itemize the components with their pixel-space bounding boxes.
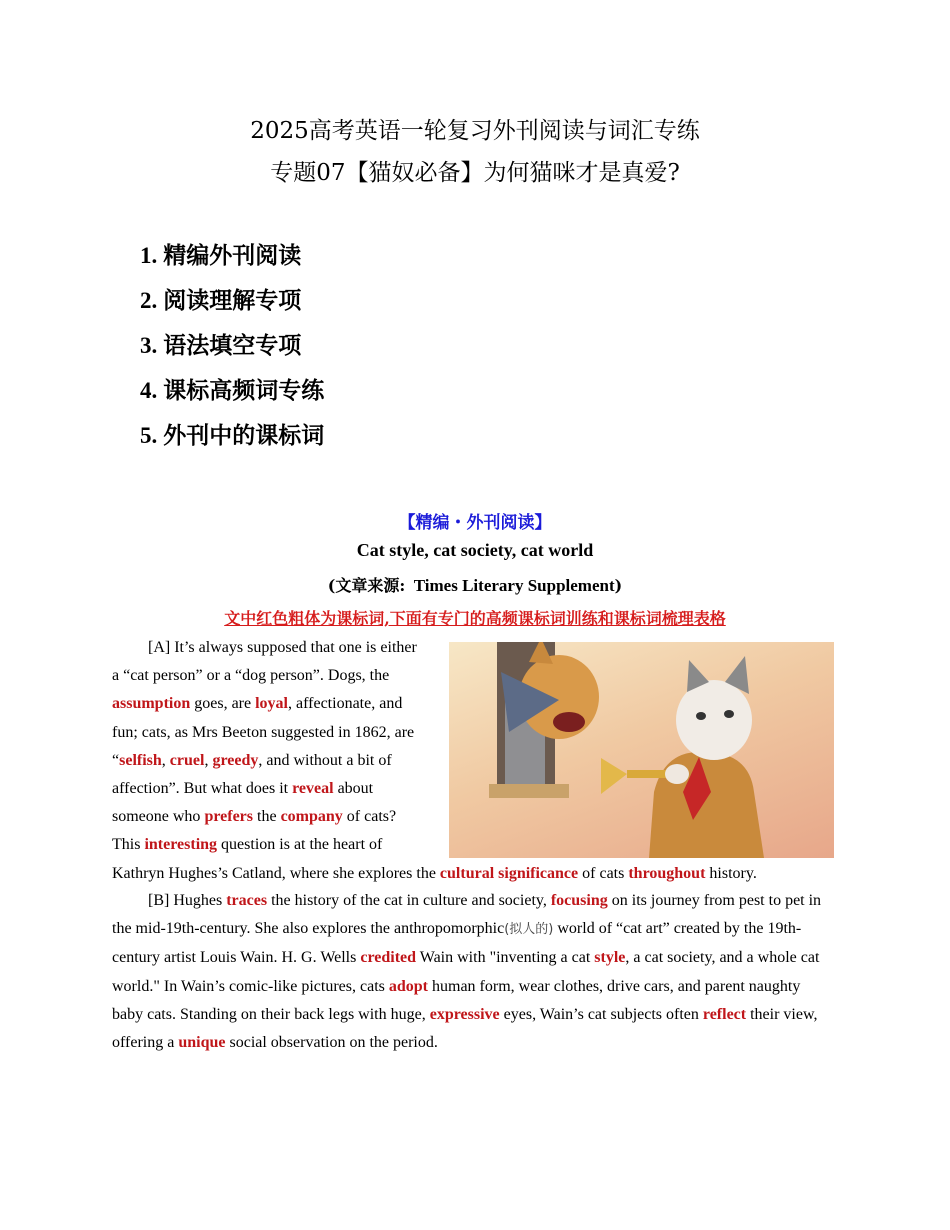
keyword-loyal: loyal <box>255 695 288 713</box>
keyword-traces: traces <box>226 892 268 909</box>
trumpet-cat-paw <box>665 764 689 784</box>
keyword-cruel: cruel <box>169 751 205 769</box>
cat-illustration <box>449 642 834 858</box>
keyword-interesting: interesting <box>144 836 218 854</box>
keyword-expressive: expressive <box>429 1005 500 1023</box>
paragraph-a <box>112 634 834 888</box>
chinese-gloss: (拟人的) <box>504 922 554 938</box>
trumpet-cat-coat <box>649 752 764 858</box>
keyword-unique: unique <box>178 1034 226 1052</box>
trumpet-cat-head <box>676 680 752 760</box>
keyword-cultural-significance: cultural significance <box>439 864 579 882</box>
keyword-style: style <box>594 949 626 967</box>
table-of-contents <box>140 238 324 463</box>
toc-item: 3. 语法填空专项 <box>140 332 302 359</box>
document-title-line2: 专题07【猫奴必备】为何猫咪才是真爱? <box>270 160 680 186</box>
paragraph-b-text: [B] Hughes traces the history of the cat in culture and society, focusing on its journey from pest to pet in the mid-19th-century. She also explores the anthropomorphic(拟人的) world of “cat art” created by the 19th-century artist Louis Wain. H. G. Wells credited Wain with "inventing a cat style, a cat society, and a whole cat world." In Wain’s comic-like pictures, cats adopt human form, wear clothes, drive cars, and parent naughty baby cats. Standing on their back legs with huge, expressive eyes, Wain’s cat subjects often reflect their view, offering a unique social observation on the period. <box>112 892 822 1052</box>
keyword-credited: credited <box>360 949 417 967</box>
keyword-selfish: selfish <box>119 751 162 769</box>
keyword-reflect: reflect <box>702 1005 747 1023</box>
section-heading: 【精编・外刊阅读】 <box>398 513 552 533</box>
keyword-reveal: reveal <box>292 780 334 798</box>
toc-item: 4. 课标高频词专练 <box>140 377 325 404</box>
keyword-prefers: prefers <box>204 808 254 826</box>
keyword-focusing: focusing <box>550 892 608 909</box>
keyword-adopt: adopt <box>388 977 428 995</box>
keyword-note: 文中红色粗体为课标词,下面有专门的高频课标词训练和课标词梳理表格 <box>224 609 726 628</box>
keyword-greedy: greedy <box>212 751 259 769</box>
document-title-line1: 2025高考英语一轮复习外刊阅读与词汇专练 <box>250 118 700 144</box>
paragraph-a-text: [A] It’s always supposed that one is either a “cat person” or a “dog person”. Dogs, the assumption goes, are loyal, affectionate, and fun; cats, as Mrs Beeton suggested in 1862, are “selfish, cruel, greedy, and without a bit of affection”. But what does it reveal about someone who prefers the company of cats? This interesting question is at the heart of Kathryn Hughes’s Catland, where she explores the cultural significance of cats throughout history. <box>112 639 757 882</box>
keyword-assumption: assumption <box>112 695 191 713</box>
trumpet-cat-eye <box>724 710 734 718</box>
cat-illustration-drawing <box>449 642 834 858</box>
toc-item: 2. 阅读理解专项 <box>140 287 302 314</box>
keyword-throughout: throughout <box>628 864 706 882</box>
article-source: (文章来源: Times Literary Supplement) <box>327 576 623 595</box>
trumpet-bell <box>601 758 627 794</box>
toc-item: 5. 外刊中的课标词 <box>140 422 325 449</box>
window-sill <box>489 784 569 798</box>
trumpet-cat-eye <box>696 712 706 720</box>
toc-item: 1. 精编外刊阅读 <box>140 242 302 269</box>
keyword-company: company <box>280 808 343 826</box>
article-title: Cat style, cat society, cat world <box>356 540 594 560</box>
window-cat-mouth <box>553 712 585 732</box>
paragraph-b <box>112 887 834 1057</box>
